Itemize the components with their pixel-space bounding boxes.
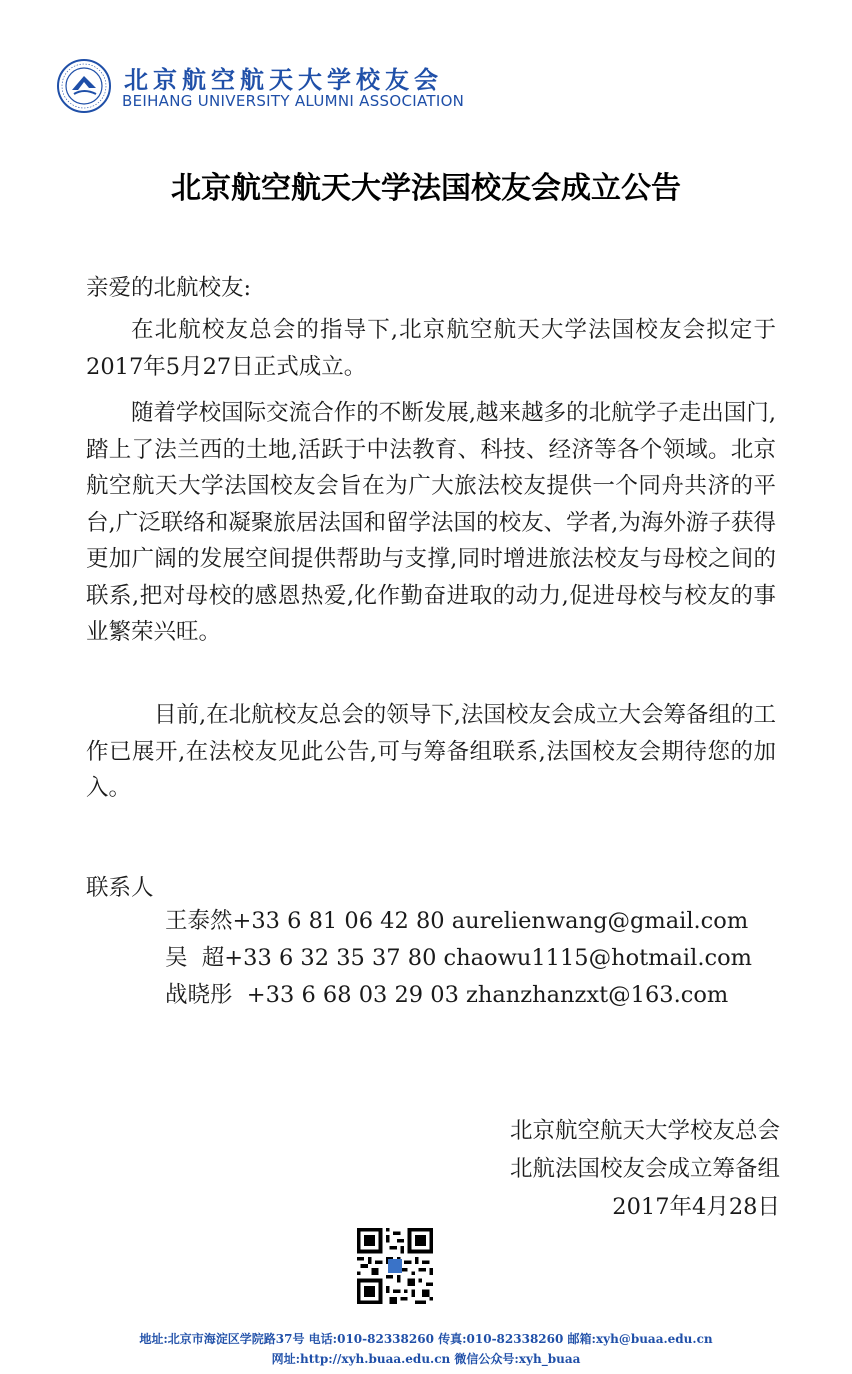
contacts-label: 联系人 bbox=[86, 875, 154, 901]
contact-line: 吴 超+33 6 32 35 37 80 chaowu1115@hotmail.com bbox=[165, 945, 752, 971]
footer-contact-line: 地址:北京市海淀区学院路37号 电话:010-82338260 传真:010-82338260 邮箱:xyh@buaa.edu.cn bbox=[139, 1332, 713, 1346]
qr-code-icon bbox=[357, 1228, 433, 1304]
paragraph-2: 随着学校国际交流合作的不断发展,越来越多的北航学子走出国门,踏上了法兰西的土地,活跃于中法教育、科技、经济等各个领域。北京航空航天大学法国校友会旨在为广大旅法校友提供一个同舟共济的平台,广泛联络和凝聚旅居法国和留学法国的校友、学者,为海外游子获得更加广阔的发展空间提供帮助与支撑,同时增进旅法校友与母校之间的联系,把对母校的感恩热爱,化作勤奋进取的动力,促进母校与校友的事业繁荣兴旺。 bbox=[86, 400, 776, 645]
signature-org: 北京航空航天大学校友总会 bbox=[509, 1118, 780, 1144]
org-name-cn: 北京航空航天大学校友会 bbox=[124, 66, 443, 94]
university-seal-icon bbox=[56, 58, 112, 114]
paragraph-3: 目前,在北航校友总会的领导下,法国校友会成立大会筹备组的工作已展开,在法校友见此公告,可与筹备组联系,法国校友会期待您的加入。 bbox=[86, 702, 776, 801]
page-title: 北京航空航天大学法国校友会成立公告 bbox=[171, 171, 681, 206]
signature-date: 2017年4月28日 bbox=[612, 1194, 780, 1220]
greeting: 亲爱的北航校友: bbox=[86, 275, 252, 301]
org-name-en: BEIHANG UNIVERSITY ALUMNI ASSOCIATION bbox=[122, 92, 465, 110]
contact-line: 王泰然+33 6 81 06 42 80 aurelienwang@gmail.com bbox=[165, 908, 749, 934]
contact-line: 战晓彤 +33 6 68 03 29 03 zhanzhanzxt@163.com bbox=[165, 982, 729, 1008]
footer-web-line: 网址:http://xyh.buaa.edu.cn 微信公众号:xyh_buaa bbox=[271, 1352, 581, 1366]
paragraph-1: 在北航校友总会的指导下,北京航空航天大学法国校友会拟定于2017年5月27日正式成立。 bbox=[86, 317, 776, 380]
signature-group: 北航法国校友会成立筹备组 bbox=[509, 1156, 780, 1182]
